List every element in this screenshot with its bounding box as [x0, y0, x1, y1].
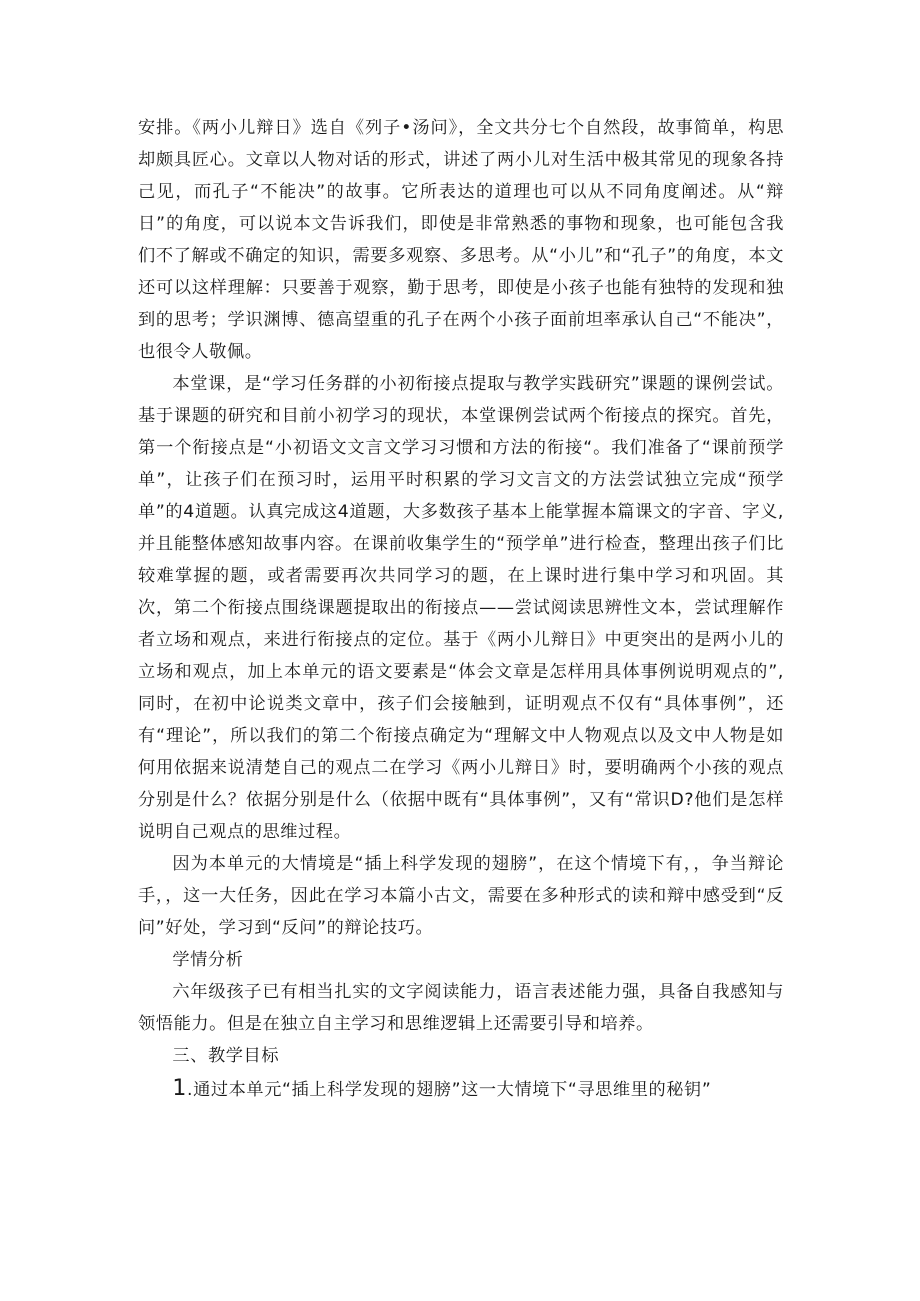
paragraph-situation: 因为本单元的大情境是“插上科学发现的翅膀”，在这个情境下有，，争当辩论手，，这一大任务，因此在学习本篇小古文，需要在多种形式的读和辩中感受到“反问”好处，学习到“反问”的辩论技巧。: [138, 854, 784, 938]
paragraph-text-intro: 安排。《两小儿辩日》选自《列子•汤问》，全文共分七个自然段，故事简单，构思却颇具匠心。文章以人物对话的形式，讲述了两小儿对生活中极其常见的现象各持己见，而孔子“不能决”的故事。它所表达的道理也可以从不同角度阐述。从“辩日”的角度，可以说本文告诉我们，即使是非常熟悉的事物和现象，也可能包含我们不了解或不确定的知识，需要多观察、多思考。从“小儿”和“孔子”的角度，本文还可以这样理解：只要善于观察，勤于思考，即使是小孩子也能有独特的发现和独到的思考；学识渊博、德高望重的孔子在两个小孩子面前坦率承认自己“不能决”，也很令人敬佩。: [138, 118, 784, 362]
document-body: [138, 112, 784, 1107]
goal-text: .通过本单元“插上科学发现的翅膀”这一大情境下“寻思维里的秘钥”: [187, 1080, 712, 1100]
goal-item-1: [138, 1072, 784, 1107]
paragraph-lesson-design: 本堂课，是“学习任务群的小初衔接点提取与教学实践研究”课题的课例尝试。基于课题的研究和目前小初学习的现状，本堂课例尝试两个衔接点的探究。首先，第一个衔接点是“小初语文文言文学习习惯和方法的衔接“。我们准备了“课前预学单”，让孩子们在预习时，运用平时积累的学习文言文的方法尝试独立完成“预学单”的4道题。认真完成这4道题，大多数孩子基本上能掌握本篇课文的字音、字义,并且能整体感知故事内容。在课前收集学生的“预学单”进行检查，整理出孩子们比较难掌握的题，或者需要再次共同学习的题，在上课时进行集中学习和巩固。其次，第二个衔接点围绕课题提取出的衔接点——尝试阅读思辨性文本，尝试理解作者立场和观点，来进行衔接点的定位。基于《两小儿辩日》中更突出的是两小儿的立场和观点，加上本单元的语文要素是“体会文章是怎样用具体事例说明观点的”,同时，在初中论说类文章中，孩子们会接触到，证明观点不仅有“具体事例”，还有“理论”，所以我们的第二个衔接点确定为“理解文中人物观点以及文中人物是如何用依据来说清楚自己的观点二在学习《两小儿辩日》时，要明确两个小孩的观点分别是什么？依据分别是什么（依据中既有“具体事例”，又有“常识D?他们是怎样说明自己观点的思维过程。: [138, 374, 784, 842]
heading-student-analysis: 学情分析: [172, 950, 244, 970]
heading-teaching-goals: 三、教学目标: [172, 1046, 280, 1066]
paragraph-student-analysis: 六年级孩子已有相当扎实的文字阅读能力，语言表述能力强，具备自我感知与领悟能力。但是在独立自主学习和思维逻辑上还需要引导和培养。: [138, 982, 784, 1034]
goal-number: 1: [172, 1076, 187, 1101]
